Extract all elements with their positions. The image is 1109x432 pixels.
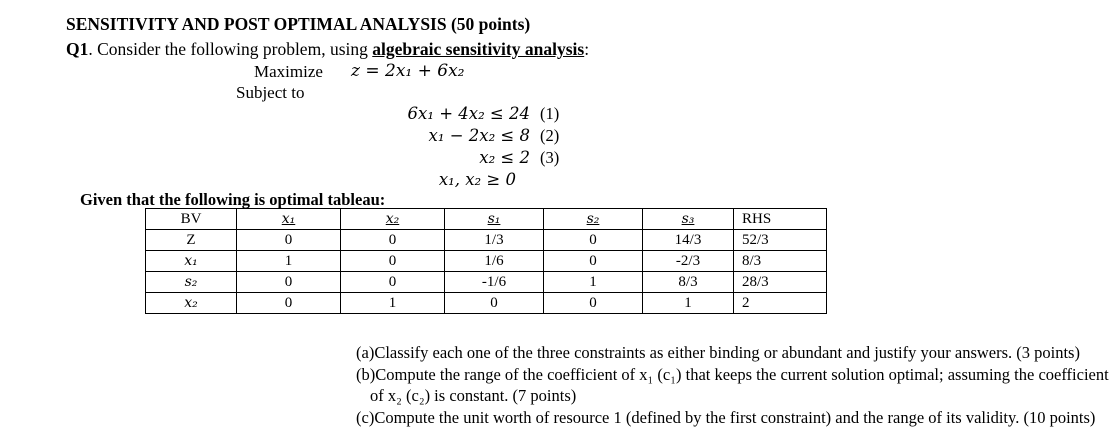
tableau-header-row [146,209,827,230]
row-bv: s₂ [146,272,237,293]
cell: 1/3 [445,230,544,251]
constraints-block [330,104,530,194]
nonnegativity-constraint: x₁, x₂ ≥ 0 [438,170,516,189]
optimal-tableau [145,208,827,314]
cell: 1 [643,293,734,314]
constraint-3-label: (3) [540,148,560,167]
given-text: Given that the following is optimal tableau: [80,190,386,209]
constraint-3: x₂ ≤ 2 [479,148,530,167]
header-s3: s₃ [643,209,734,230]
constraint-1: 6x₁ + 4x₂ ≤ 24 [407,104,530,123]
row-bv: x₂ [146,293,237,314]
cell-rhs: 8/3 [734,251,827,272]
question-colon: : [584,39,590,59]
header-rhs: RHS [734,209,827,230]
cell: 14/3 [643,230,734,251]
cell: -2/3 [643,251,734,272]
part-b-continued: of x₂ (c₂) is constant. (7 points) [370,386,577,405]
cell: 0 [445,293,544,314]
cell: 1 [341,293,445,314]
cell: 0 [544,293,643,314]
cell-rhs: 52/3 [734,230,827,251]
question-number: Q1 [66,39,89,59]
row-bv: Z [146,230,237,251]
cell: 0 [544,251,643,272]
part-a: (a)Classify each one of the three constraints as either binding or abundant and justify your answers. (3 points) [356,343,1080,362]
constraint-2: x₁ − 2x₂ ≤ 8 [428,126,530,145]
header-bv: BV [146,209,237,230]
part-c: (c)Compute the unit worth of resource 1 (defined by the first constraint) and the range of its validity. (10 points) [356,408,1096,427]
cell: -1/6 [445,272,544,293]
cell: 8/3 [643,272,734,293]
cell: 0 [237,230,341,251]
method-name: algebraic sensitivity analysis [372,39,585,59]
header-s2: s₂ [544,209,643,230]
header-x2: x₂ [341,209,445,230]
cell: 0 [341,230,445,251]
subject-to-label: Subject to [236,83,305,102]
cell: 0 [544,230,643,251]
header-x1: x₁ [237,209,341,230]
cell-rhs: 28/3 [734,272,827,293]
page-title: SENSITIVITY AND POST OPTIMAL ANALYSIS (50 points) [66,14,531,34]
table-row [146,293,827,314]
header-s1: s₁ [445,209,544,230]
question-intro [66,39,589,60]
cell-rhs: 2 [734,293,827,314]
cell: 0 [341,272,445,293]
cell: 0 [341,251,445,272]
objective-function: z = 2x₁ + 6x₂ [351,61,465,81]
constraint-2-label: (2) [540,126,560,145]
part-b: (b)Compute the range of the coefficient of x₁ (c₁) that keeps the current solution optimal; assuming the coefficient [356,365,1109,384]
cell: 1/6 [445,251,544,272]
table-row [146,230,827,251]
cell: 1 [544,272,643,293]
question-intro-text: . Consider the following problem, using [88,39,373,59]
table-row [146,272,827,293]
table-row [146,251,827,272]
row-bv: x₁ [146,251,237,272]
cell: 0 [237,293,341,314]
maximize-label: Maximize [254,62,323,81]
cell: 0 [237,272,341,293]
constraint-1-label: (1) [540,104,560,123]
cell: 1 [237,251,341,272]
